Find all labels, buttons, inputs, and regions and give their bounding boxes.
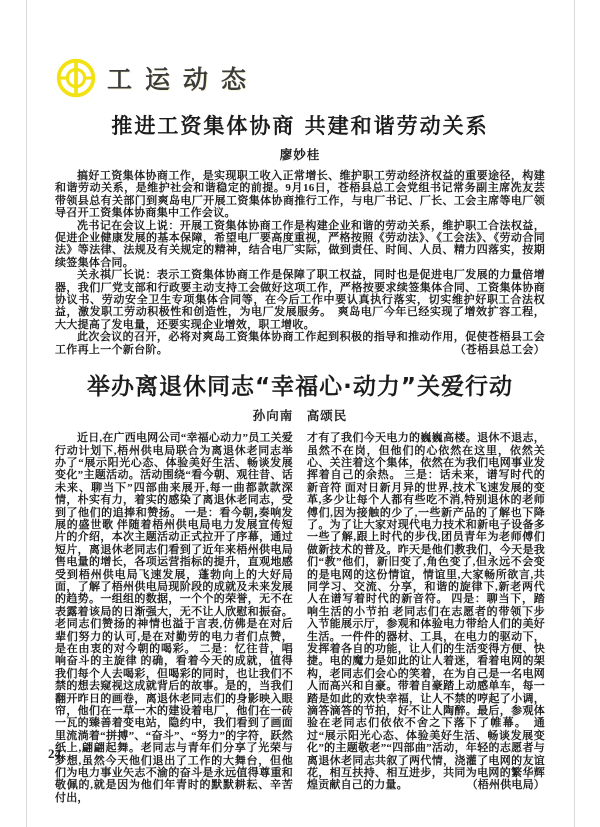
article-1-attribution: （苍梧县总工会） (454, 343, 545, 356)
trade-union-emblem-icon (55, 57, 97, 99)
paragraph-text: 近日,在广西电网公司“幸福心动力”员工关爱行动计划下,梧州供电局联合为离退休老同志举办了“展示阳光心态、体验美好生活、畅谈发展变化”主题活动。活动围绕“看今朝、观往昔、话未来、聊当下”四部曲来展开,每一曲都款款深情，朴实有力，着实的感染了离退休老同志，受到了他们的追捧和赞扬。 (55, 432, 293, 519)
article-1-title: 推进工资集体协商 共建和谐劳动关系 (111, 114, 489, 138)
article-1-author: 廖妙桂 (279, 148, 321, 162)
paragraph-text: 此次会议的召开，必将对爽岛工资集体协商工作起到积极的指导和推动作用，促使苍梧县工会工作再上一个新台阶。 (55, 331, 545, 356)
section-heading-3: 三是：话未来，谱写时代的新音符 (307, 468, 545, 494)
article-1 (55, 110, 545, 356)
column-text (55, 432, 293, 804)
article-2-authors: 孙向南 高颂民 (252, 409, 348, 424)
section-heading-4: 四是：聊当下，踏响生活的小节拍 (307, 592, 545, 618)
paragraph-text: 伴随着梧州供电局电力发展宣传短片的介绍，本次主题活动正式拉开了序幕，通过短片，离退休老同志们看到了近年来梧州供电局售电量的增长，各项运营指标的提升，直观地感受到梧州供电局飞速发展，蓬勃向上的大好局面，了解了梧州供电局现阶段的成就及未来发展的趋势。一组组的数据，一个个的荣誉，无不在表露着该局的日渐强大，无不让人欣慰和振奋。老同志们赞扬的神情也溢于言表,仿佛是在对后辈们努力的认可,是在对勤劳的电力者们点赞，是在由衷的对今朝的喝彩。 (55, 518, 294, 655)
masthead-title: 工运动态 (107, 65, 260, 94)
article-2-body (55, 432, 545, 804)
column-text (307, 432, 545, 792)
paragraph (55, 331, 545, 356)
page-left-border (26, 0, 27, 827)
paragraph: 关永祺厂长说：表示工资集体协商工作是保障了职工权益，同时也是促进电厂发展的力量倍增器，我们厂党支部和行政要主动支持工会做好这项工作，严格按要求续签集体合同、工资集体协商协议书、劳动安全卫生专项集体合同等，在今后工作中要认真执行落实，切实维护好职工合法权益，激发职工劳动积极性和创造性，为电厂发展服务。 爽岛电厂今年已经实现了增效扩容工程，大大提高了发电量，还要实现企业增效，职工增收。 (55, 269, 545, 331)
masthead (55, 56, 545, 100)
article-2 (55, 368, 545, 804)
section-heading-2: 二是：忆往昔，唱响奋斗的主旋律 (55, 642, 293, 668)
paragraph-text: 的确，看着今天的成就，值得我们每个人去喝彩，但喝彩的同时，也让我们不禁的想去窥视这成就背后的故事。是的，当我们翻开昨日的画卷，离退休老同志们的身影映入眼帘，他们在一草一木的建设着电厂，他们在一砖一瓦的臻善着变电站，隐约中，我们看到了画面里流淌着“拼搏”、“奋斗”、“努力”的字符，跃然纸上,翩翩起舞。老同志与青年们分享了光荣与梦想,虽然今天他们退出了工作的大舞台，但他们为电力事业矢志不渝的奋斗是永远值得尊重和敬佩的,就是因为他们年青时的默默耕耘、辛苦付出， (55, 655, 293, 804)
page-right-border (574, 0, 575, 827)
section-heading-1: 一是：看今朝,奏响发展的盛世歌 (55, 505, 293, 531)
paragraph: 冼书记在会议上说：开展工资集体协商工作是构建企业和谐的劳动关系，维护职工合法权益，促进企业健康发展的基本保障，希望电厂要高度重视，严格按照《劳动法》、《工会法》、《劳动合同法》等法律、法规及有关规定的精神，结合电厂实际，做到责任、时间、人员、精力四落实，按期续签集体合同。 (55, 219, 545, 269)
paragraph: 搞好工资集体协商工作，是实现职工收入正常增长、维护职工劳动经济权益的重要途径，构建和谐劳动关系，是维护社会和谐稳定的前提。9月16日，苍梧县总工会党组书记常务副主席冼友芸带领县总有关部门到爽岛电厂开展工资集体协商推行工作，与电厂书记、厂长、工会主席等电厂领导召开工资集体协商集中工作会议。 (55, 170, 545, 220)
paragraph-text: 老同志们在志愿者的带领下步入节能展示厅，参观和体验电力带给人们的美好生活。一件件的器材、工具，在电力的驱动下，发挥着各自的功能，让人们的生活变得方便、快捷。电的魔力是如此的让人着迷，看着电网的架构，老同志们会心的笑着，在为自己是一名电网人而高兴和自豪。带着自豪踏上动感单车，每一踏是如此的欢快幸福，让人不禁的哼起了小调，滴答滴答的节拍，好不让人陶醉。最后，参观体验在老同志们依依不舍之下落下了帷幕。 通过“展示阳光心态、体验美好生活、畅谈发展变化”的主题敬老”“四部曲”活动，年轻的志愿者与离退休老同志共叙了两代情，浇灌了电网的友谊花，相互扶持、相互进步，共同为电网的繁华辉煌贡献自己的力量。 (307, 605, 545, 792)
article-2-title: 举办离退休同志“幸福心·动力”关爱行动 (87, 374, 513, 401)
page-number: 24 (48, 746, 61, 761)
right-column (307, 432, 545, 804)
paragraph-text: 才有了我们今天电力的巍巍高楼。退休不退志，虽然不在岗，但他们的心依然在这里，依然关心、关注着这个集体，依然在为我们电网事业发挥着自己的余热。 (307, 432, 545, 482)
left-column (55, 432, 293, 804)
article-1-body (55, 170, 545, 356)
article-2-attribution: （梧州供电局） (466, 779, 545, 792)
paragraph-text: 面对日新月异的世界,技术飞速发展的变革,多少让每个人都有些吃不消,特别退休的老师傅们,因为接触的少了,一些新产品的了解也下降了。为了让大家对现代电力技术和新电子设备多一些了解,跟上时代的步伐,团员青年为老师傅们做新技术的普及。昨天是他们教我们，今天是我们“教”他们，新旧变了,角色变了,但永远不会变的是电网的这份情谊，情谊里,大家畅所欲言,共同学习、交流、分享，和谐的旋律下,新老两代人在谱写着时代的新音符。 (307, 481, 545, 606)
